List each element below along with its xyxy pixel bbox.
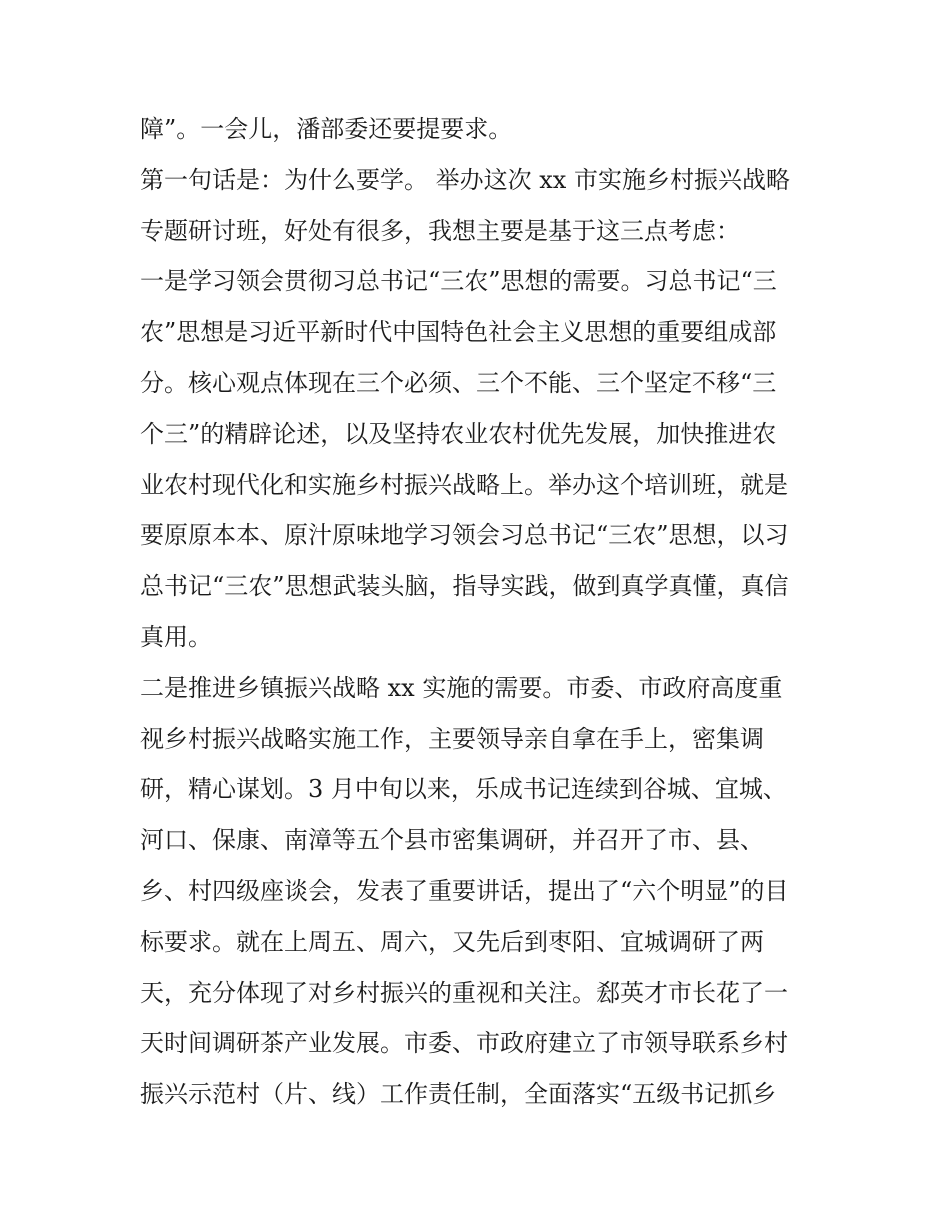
- text-line: 标要求。就在上周五、周六，又先后到枣阳、宜城调研了两: [140, 927, 764, 956]
- text-line: 总书记“三农”思想武装头脑，指导实践，做到真学真懂，真信: [140, 572, 789, 601]
- text-line: 第一句话是：为什么要学。 举办这次 xx 市实施乡村振兴战略: [140, 165, 790, 194]
- text-line: 障”。一会儿，潘部委还要提要求。: [140, 115, 513, 143]
- text-line: 真用。: [140, 622, 212, 651]
- text-line: 分。核心观点体现在三个必须、三个不能、三个坚定不移“三: [140, 368, 777, 397]
- text-line: 要原原本本、原汁原味地学习领会习总书记“三农”思想，以习: [140, 521, 789, 550]
- text-line: 个三”的精辟论述，以及坚持农业农村优先发展，加快推进农: [140, 419, 777, 448]
- text-line: 河口、保康、南漳等五个县市密集调研，并召开了市、县、: [140, 826, 764, 855]
- text-line: 二是推进乡镇振兴战略 xx 实施的需要。市委、市政府高度重: [140, 673, 783, 702]
- text-line: 一是学习领会贯彻习总书记“三农”思想的需要。习总书记“三: [140, 267, 777, 296]
- document-body: [140, 104, 820, 1120]
- text-line: 天，充分体现了对乡村振兴的重视和关注。郄英才市长花了一: [140, 978, 788, 1007]
- text-line: 乡、村四级座谈会，发表了重要讲话，提出了“六个明显”的目: [140, 876, 789, 905]
- text-line: 研，精心谋划。3 月中旬以来，乐成书记连续到谷城、宜城、: [140, 775, 787, 804]
- text-line: 专题研讨班，好处有很多，我想主要是基于这三点考虑：: [140, 216, 740, 245]
- text-line: 天时间调研茶产业发展。市委、市政府建立了市领导联系乡村: [140, 1029, 788, 1058]
- text-line: 视乡村振兴战略实施工作，主要领导亲自拿在手上，密集调: [140, 724, 764, 753]
- text-line: 农”思想是习近平新时代中国特色社会主义思想的重要组成部: [140, 318, 777, 347]
- text-line: 业农村现代化和实施乡村振兴战略上。举办这个培训班，就是: [140, 470, 788, 499]
- text-line: 振兴示范村（片、线）工作责任制，全面落实“五级书记抓乡: [140, 1080, 777, 1109]
